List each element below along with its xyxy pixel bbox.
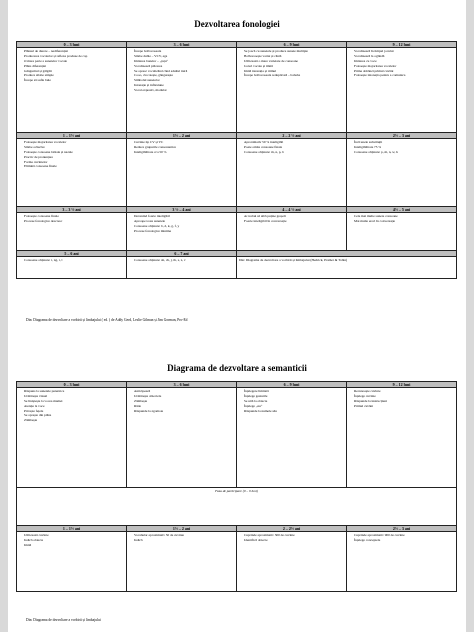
list-item: • Foarte inteligibil în conversație	[244, 219, 344, 223]
table-header: 4 – 4 ½ ani	[237, 207, 347, 213]
list-item: • Prime dobânzi primul cuvânt	[354, 69, 454, 73]
list-item: • Simbolul sunetelor	[134, 78, 234, 82]
list-item: • Recunoaște cuvinte	[354, 389, 454, 393]
list-item: • Privește fețele	[24, 409, 124, 413]
list-item: • Devenind foarte inteligibil	[134, 214, 234, 218]
list-item: • Primul cuvânt	[354, 404, 454, 408]
semantics-table	[16, 381, 457, 592]
table-cell	[127, 48, 237, 133]
table-header: 2 – 2½ ani	[237, 526, 347, 532]
table-header: 3 – 6 luni	[127, 42, 237, 48]
list-item: • Inteligibilitate 75 %	[354, 145, 454, 149]
list-item: • Intonație și inflexiune	[134, 83, 234, 87]
list-item: • Imită	[24, 543, 124, 547]
list-item: • Râde	[134, 404, 234, 408]
table-header: 2½ – 3 ani	[347, 133, 457, 139]
list-item: • Anticipează	[134, 389, 234, 393]
list-item: • Procese fonologice descresc	[24, 219, 124, 223]
list-item: • Se opresc vocalizând când adultul intră	[134, 69, 234, 73]
list-item: • Înțelege conceptele	[354, 538, 454, 542]
list-item: • Zâmbește	[24, 418, 124, 422]
list-item: • Aproape toate sunetele	[134, 219, 234, 223]
list-item: • Se joacă cu sunetele și produce sunete multiple	[244, 49, 344, 53]
table-cell	[17, 532, 127, 592]
source-citation: Din: Diagrama de dezvoltare a vorbirii și limbajului ( ed. ) de Addy Gerd, Leslie Gilman și Jim Gorman, Pro-Ed	[26, 318, 188, 322]
list-item: • Cele mai multe sunete consoane	[354, 214, 454, 218]
document-page	[8, 0, 466, 632]
table-header: 6 – 9 luni	[237, 382, 347, 388]
table-header: 0 – 3 luni	[17, 42, 127, 48]
page-title-semantics: Diagrama de dezvoltare a semanticii	[167, 363, 307, 373]
list-item: • Se liniștește la vocea mamei	[24, 399, 124, 403]
table-header: 1 – 1½ ani	[17, 526, 127, 532]
list-item: • Începe să sufle bule	[24, 78, 124, 82]
list-item: • Imită intonația și ritmul	[244, 69, 344, 73]
list-item: • Reduce grupurile consonantice	[134, 145, 234, 149]
list-item: • Identifică obiecte	[244, 538, 344, 542]
list-item: • Cuprinde aproximativ 300 de cuvinte	[244, 533, 344, 537]
table-header: 9 – 12 luni	[347, 382, 457, 388]
list-item: • Cooo, clocotește, gângurește	[134, 73, 234, 77]
list-item: • Răspunde la instrucțiuni	[354, 399, 454, 403]
list-item: • Încă unele substituții	[354, 140, 454, 144]
list-item: • Urmărește vizual	[24, 394, 124, 398]
list-item: • Începe bolborosealа	[134, 49, 234, 53]
table-cell	[127, 139, 237, 207]
table-cell	[237, 48, 347, 133]
list-item: • Înțelege cuvinte	[354, 394, 454, 398]
list-item: • Folosește consoane labiale și nazale	[24, 150, 124, 154]
table-cell	[127, 532, 237, 592]
table-header: 9 – 12 luni	[347, 42, 457, 48]
list-item: • Vocalizează la oglindă	[354, 54, 454, 58]
table-cell	[127, 257, 237, 279]
source-note: Din: Diagrama de dezvoltare a vorbirii și limbajului (Hedrick, Prather & Tobin)	[239, 258, 348, 262]
table-cell	[17, 488, 457, 526]
list-item: • Consoane obținute: b, d, k, g, f, y	[134, 224, 234, 228]
table-header: 1 – 1½ ani	[17, 133, 127, 139]
list-item: • Folosește majoritatea vocalelor	[354, 64, 454, 68]
list-item: • Atenție la voce	[24, 404, 124, 408]
page-title-phonology: Dezvoltarea fonologiei	[194, 19, 280, 29]
list-item: • Începe bolboroseala reduplicată – bababa	[244, 73, 344, 77]
list-item: • Cuprinde aproximativ 900 de cuvinte	[354, 533, 454, 537]
table-cell	[347, 532, 457, 592]
phase-note: Faza de participare (0 – 9 luni)	[215, 489, 258, 493]
list-item: • Procese fonologice minime	[134, 229, 234, 233]
list-item: • Răspunde la numele său	[244, 409, 344, 413]
table-cell	[347, 48, 457, 133]
table-cell	[347, 139, 457, 207]
list-item: • Silabe ocluzive	[24, 145, 124, 149]
list-item: • Urmărește obiectele	[134, 394, 234, 398]
list-item: • Poate omite consoane finale	[244, 145, 344, 149]
table-header: 0 – 3 luni	[17, 382, 127, 388]
list-item: • Folosește consoane finale	[24, 214, 124, 218]
table-header: 4½ – 5 ani	[347, 207, 457, 213]
list-item: • Folosește majoritatea vocalelor	[24, 140, 124, 144]
list-item: • Imitarea cu voce	[354, 59, 454, 63]
table-cell	[127, 388, 237, 488]
table-header: 1½ – 2 ani	[127, 526, 237, 532]
list-item: • Indică obiecte	[24, 538, 124, 542]
table-header: 2 – 2 ½ ani	[237, 133, 347, 139]
list-item: • Înțelegere limitată	[244, 389, 344, 393]
list-item: • Consoane obținute: p, m, n, w, h	[354, 150, 454, 154]
list-item: • Răspunde la zgomote	[134, 409, 234, 413]
list-item: • Înțelege gesturile	[244, 394, 344, 398]
list-item: • Consoane obținute: m, n, p, b	[244, 150, 344, 154]
table-header: 3 ½ – 4 ani	[127, 207, 237, 213]
table-cell	[127, 213, 237, 251]
table-header: 3 – 3 ½ ani	[17, 207, 127, 213]
list-item: • Plâns diferențiat	[24, 64, 124, 68]
table-cell	[17, 257, 127, 279]
table-cell	[237, 388, 347, 488]
list-item: • Indică	[134, 538, 234, 542]
list-item: • Practic de pronunțare	[24, 155, 124, 159]
list-item: • Jocuri vocale și imită	[244, 64, 344, 68]
list-item: • Se uită la obiecte	[244, 399, 344, 403]
list-item: • Vocabular aproximativ 50 de cuvinte	[134, 533, 234, 537]
list-item: • Vocal expresiv, modulat	[134, 88, 234, 92]
table-header: 1½ – 2 ani	[127, 133, 237, 139]
list-item: • Zâmbește	[134, 399, 234, 403]
list-item: • Răspuns la sunetele puternice	[24, 389, 124, 393]
list-item: • Inteligibilitate cca 50 %	[134, 150, 234, 154]
table-header: 5 – 6 ani	[17, 251, 127, 257]
table-cell	[237, 257, 457, 279]
list-item: • Bolborosește variat și cântă	[244, 54, 344, 58]
table-cell	[17, 213, 127, 251]
table-header: 6 – 9 luni	[237, 42, 347, 48]
list-item: • Ar trebui să aibă puține greșeli	[244, 214, 344, 218]
table-cell	[237, 139, 347, 207]
table-header: 6 – 7 ani	[127, 251, 237, 257]
list-item: • Consoane obținute: t, ng, r, l	[24, 258, 124, 262]
list-item: • Elimină consoane finale	[24, 164, 124, 168]
list-item: • Vocalizează în timpul jocului	[354, 49, 454, 53]
list-item: • Consoane obținute: sh, ch, j, th, s, z, v	[134, 258, 234, 262]
list-item: • Folosește intonația pentru a comunica	[354, 73, 454, 77]
table-cell	[347, 388, 457, 488]
phonology-table	[16, 41, 457, 279]
list-item: • Cuvinte tip CV și VC	[134, 140, 234, 144]
list-item: • Producerea vocalelor și reflexe produse de cap	[24, 54, 124, 58]
list-item: • Silabe duble – VCV, aga	[134, 54, 234, 58]
list-item: • Plânsul de durere – nediferențiat	[24, 49, 124, 53]
list-item: • Vocalizează plăcerea	[134, 64, 234, 68]
table-cell	[237, 213, 347, 251]
list-item: • Aproximativ 50 % inteligibil	[244, 140, 344, 144]
table-cell	[17, 139, 127, 207]
list-item: • Mai multe erori în conversație	[354, 219, 454, 223]
table-header: 3 – 6 luni	[127, 382, 237, 388]
list-item: • Gânguritul și gâlgâit	[24, 69, 124, 73]
source-citation: Din: Diagrama de dezvoltare a vorbirii și limbajului	[26, 618, 101, 622]
table-cell	[17, 388, 127, 488]
table-cell	[17, 48, 127, 133]
table-cell	[347, 213, 457, 251]
table-header: 2½ – 3 ani	[347, 526, 457, 532]
list-item: • Utilizează o mare varietate de consoane	[244, 59, 344, 63]
list-item: • Înțelege ,,nu“	[244, 404, 344, 408]
table-cell	[237, 532, 347, 592]
list-item: • Se oprește din plâns	[24, 413, 124, 417]
list-item: • Utilizează cuvinte	[24, 533, 124, 537]
list-item: • Forma cuvintelor	[24, 160, 124, 164]
list-item: • Imitarea buzelor – ,,țuțu“	[134, 59, 234, 63]
list-item: • Produce silabe simple	[24, 73, 124, 77]
list-item: • O mare parte a sunetelor vocale	[24, 59, 124, 63]
